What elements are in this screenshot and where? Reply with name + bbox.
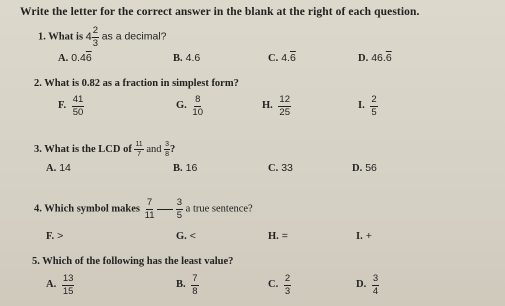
option-letter: B. (173, 163, 183, 174)
fraction-denominator: 10 (192, 106, 203, 118)
q3-option-d (352, 162, 377, 174)
option-letter: A. (46, 163, 57, 174)
q1-option-c (268, 52, 296, 64)
option-value: 46. (371, 52, 386, 64)
fraction-numerator: 12 (279, 94, 290, 105)
option-letter: I. (358, 100, 365, 112)
option-fraction (278, 95, 291, 117)
option-value: 14 (59, 162, 71, 174)
q5-option-b (176, 274, 199, 296)
option-fraction (192, 95, 203, 117)
q5-option-c (268, 274, 291, 296)
question-4-fraction-1 (145, 198, 155, 220)
question-1 (38, 26, 167, 48)
fraction-numerator: 3 (372, 273, 379, 284)
mixed-number (86, 26, 99, 48)
fraction-numerator: 13 (62, 273, 74, 284)
option-fraction (284, 274, 291, 296)
option-value: < (189, 230, 196, 242)
q3-option-b (173, 162, 197, 174)
fraction-denominator: 4 (372, 285, 379, 297)
option-letter: F. (46, 231, 55, 242)
option-fraction (62, 274, 75, 296)
fraction-denominator: 5 (176, 209, 183, 221)
question-3-prefix: 3. What is the LCD of (34, 143, 132, 155)
q2-option-h (262, 95, 291, 117)
option-letter: F. (58, 100, 67, 112)
answer-blank (157, 209, 173, 210)
option-letter: I. (356, 231, 363, 242)
mixed-number-fraction (92, 26, 99, 48)
option-value: 4. (281, 52, 290, 64)
mixed-number-whole: 4 (85, 31, 92, 43)
option-letter: C. (268, 279, 279, 291)
option-value: = (281, 230, 288, 242)
option-value: > (57, 230, 64, 242)
fraction-numerator: 2 (284, 273, 291, 284)
q1-option-d (358, 52, 392, 64)
fraction-denominator: 11 (144, 209, 155, 221)
fraction-numerator: 2 (371, 94, 377, 105)
question-5: 5. Which of the following has the least value? (32, 256, 234, 267)
instructions: Write the letter for the correct answer in the blank at the right of each question. (20, 6, 420, 18)
option-letter: H. (268, 231, 279, 242)
fraction-denominator: 50 (72, 106, 84, 118)
fraction-denominator: 25 (279, 106, 290, 118)
question-4-prefix: 4. Which symbol makes (34, 203, 140, 215)
question-4 (34, 198, 253, 220)
q3-option-a (46, 162, 71, 174)
option-value: 33 (281, 162, 293, 174)
option-letter: B. (173, 53, 183, 64)
question-3-and: and (146, 143, 162, 155)
option-value: + (365, 230, 372, 242)
option-fraction (191, 274, 198, 296)
fraction-numerator: 3 (165, 141, 170, 148)
option-letter: C. (268, 53, 279, 64)
q1-option-b (173, 52, 200, 64)
question-4-suffix: a true sentence? (185, 203, 253, 215)
fraction-numerator: 8 (195, 94, 201, 105)
option-fraction (370, 95, 377, 117)
q4-option-h (268, 230, 288, 242)
repeating-digit: 6 (85, 52, 92, 64)
option-letter: B. (176, 279, 186, 291)
question-1-suffix: as a decimal? (101, 30, 167, 43)
fraction-numerator: 7 (146, 197, 153, 208)
question-3-fraction-1 (134, 141, 143, 158)
option-value: 4.6 (185, 52, 201, 64)
option-letter: G. (176, 100, 187, 112)
option-value: 56 (365, 162, 377, 174)
fraction-numerator: 41 (72, 94, 84, 105)
option-value: 0.4 (71, 52, 86, 64)
q2-option-f (58, 95, 84, 117)
option-fraction (372, 274, 379, 296)
option-letter: D. (352, 163, 363, 174)
fraction-numerator: 11 (135, 141, 143, 148)
fraction-denominator: 15 (62, 285, 74, 297)
fraction-denominator: 8 (165, 151, 170, 158)
option-letter: D. (356, 279, 367, 291)
fraction-denominator: 3 (284, 285, 291, 297)
q3-option-c (268, 162, 293, 174)
fraction-denominator: 7 (137, 151, 142, 158)
question-2: 2. What is 0.82 as a fraction in simplest form? (34, 78, 239, 89)
fraction-numerator: 3 (176, 197, 183, 208)
option-letter: A. (46, 279, 57, 291)
fraction-denominator: 5 (371, 106, 377, 118)
q1-option-a (58, 52, 92, 64)
option-letter: A. (58, 53, 69, 64)
option-letter: G. (176, 231, 187, 242)
option-letter: H. (262, 100, 273, 112)
option-letter: D. (358, 53, 369, 64)
option-value: 16 (185, 162, 198, 174)
fraction-denominator: 3 (92, 37, 99, 49)
q5-option-d (356, 274, 379, 296)
repeating-digit: 6 (385, 52, 392, 64)
q4-option-g (176, 230, 196, 242)
fraction-numerator: 2 (92, 25, 99, 36)
fraction-numerator: 7 (192, 273, 198, 284)
question-3-suffix: ? (170, 143, 176, 155)
question-4-fraction-2 (176, 198, 183, 220)
option-letter: C. (268, 163, 279, 174)
q2-option-g (176, 95, 203, 117)
option-fraction (72, 95, 85, 117)
q4-option-i (356, 230, 372, 242)
fraction-denominator: 8 (192, 285, 198, 297)
question-1-prefix: 1. What is (38, 31, 84, 43)
question-3 (34, 141, 175, 158)
q4-option-f (46, 230, 63, 242)
repeating-digit: 6 (289, 52, 296, 64)
q5-option-a (46, 274, 74, 296)
q2-option-i (358, 95, 378, 117)
